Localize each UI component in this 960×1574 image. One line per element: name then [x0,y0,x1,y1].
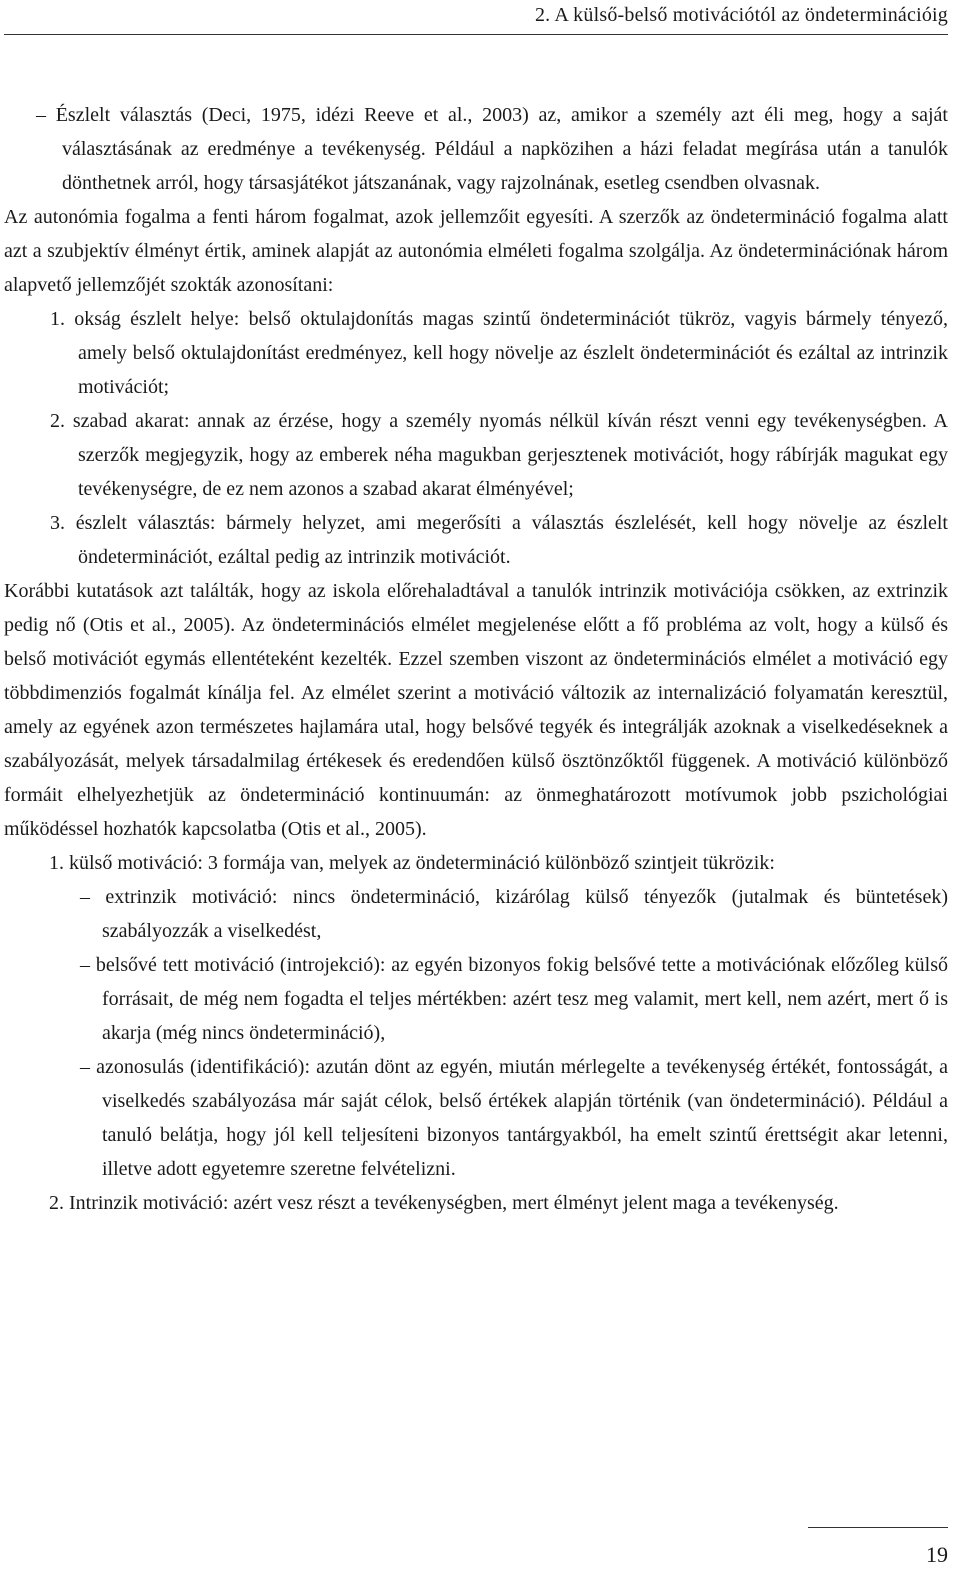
paragraph-research: Korábbi kutatások azt találták, hogy az iskola előrehaladtával a tanulók intrinzik motivációja csökken, az extrinzik pedig nő (Otis et al., 2005). Az öndeterminációs elmélet megjelenése előtt a fő probléma az volt, hogy a külső és belső motivációt egymás ellentéteként kezelték. Ezzel szemben viszont az öndeterminációs elmélet a motiváció egy többdimenziós fogalmát kínálja fel. Az elmélet szerint a motiváció változik az internalizáció folyamatán keresztül, amely az egyének azon természetes hajlamára utal, hogy belsővé tegyék és integrálják azoknak a viselkedéseknek a szabályozását, melyek társadalmilag értékesek és eredendően külső ösztönzőktől függenek. A motiváció különböző formáit elhelyezhetjük az öndetermináció kontinuumán: az önmeghatározott motívumok jobb pszichológiai működéssel hozhatók kapcsolatba (Otis et al., 2005). [4,580,948,840]
sub-item-identification: – azonosulás (identifikáció): azután dönt az egyén, miután mérlegelte a tevékenység értékét, fontosságát, a viselkedés szabályozása már saját célok, belső értékek alapján történik (van öndetermináció). Például a tanuló belátja, hogy jól kell teljesíteni bizonyos tantárgyakból, ha emelt szintű érettségit akar letenni, illetve adott egyetemre szeretne felvételizni. [80,1056,948,1180]
list-item-intrinsic-motivation: 2. Intrinzik motiváció: azért vesz részt a tevékenységben, mert élményt jelent maga a tevékenység. [49,1192,839,1214]
dash-item-perceived-choice: – Észlelt választás (Deci, 1975, idézi Reeve et al., 2003) az, amikor a személy azt éli meg, hogy a saját választásának az eredménye a tevékenység. Például a napközihen a házi feladat megírása után a tanulók dönthetnek arról, hogy társasjátékot játszanának, vagy rajzolnának, esetleg csendben olvasnak. [36,104,948,194]
numbered-item-3: 3. észlelt választás: bármely helyzet, ami megerősíti a választás észlelését, kell hogy növelje az észlelt öndeterminációt, ezáltal pedig az intrinzik motivációt. [50,512,948,568]
paragraph-autonomy: Az autonómia fogalma a fenti három fogalmat, azok jellemzőit egyesíti. A szerzők az öndetermináció fogalma alatt azt a szubjektív élményt értik, aminek alapját az autonómia elméleti fogalma szolgálja. Az öndeterminációnak három alapvető jellemzőjét szokták azonosítani: [4,206,948,296]
list-item-external-motivation: 1. külső motiváció: 3 formája van, melyek az öndetermináció különböző szintjeit tükrözik: [49,852,775,874]
body-text [0,98,960,1220]
footer-rule [808,1527,948,1528]
numbered-item-2: 2. szabad akarat: annak az érzése, hogy a személy nyomás nélkül kíván részt venni egy tevékenységben. A szerzők megjegyzik, hogy az emberek néha magukban gerjesztenek motivációt, hogy rábírják magukat egy tevékenységre, de ez nem azonos a szabad akarat élményével; [50,410,948,500]
running-header-title: 2. A külső-belső motivációtól az öndeterminációig [534,4,948,26]
page-number: 19 [926,1542,948,1567]
numbered-item-1: 1. okság észlelt helye: belső oktulajdonítás magas szintű öndeterminációt tükröz, vagyis bármely tényező, amely belső oktulajdonítást eredményez, kell hogy növelje az észlelt öndeterminációt és ezáltal az intrinzik motivációt; [50,308,948,398]
sub-item-extrinsic: – extrinzik motiváció: nincs öndetermináció, kizárólag külső tényezők (jutalmak és büntetések) szabályozzák a viselkedést, [80,886,948,942]
header-rule [4,34,948,35]
sub-item-introjection: – belsővé tett motiváció (introjekció): az egyén bizonyos fokig belsővé tette a motivációnak előzőleg külső forrásait, de még nem fogadta el teljes mértékben: azért tesz meg valamit, mert kell, nem azért, mert ő is akarja (még nincs öndetermináció), [80,954,948,1044]
